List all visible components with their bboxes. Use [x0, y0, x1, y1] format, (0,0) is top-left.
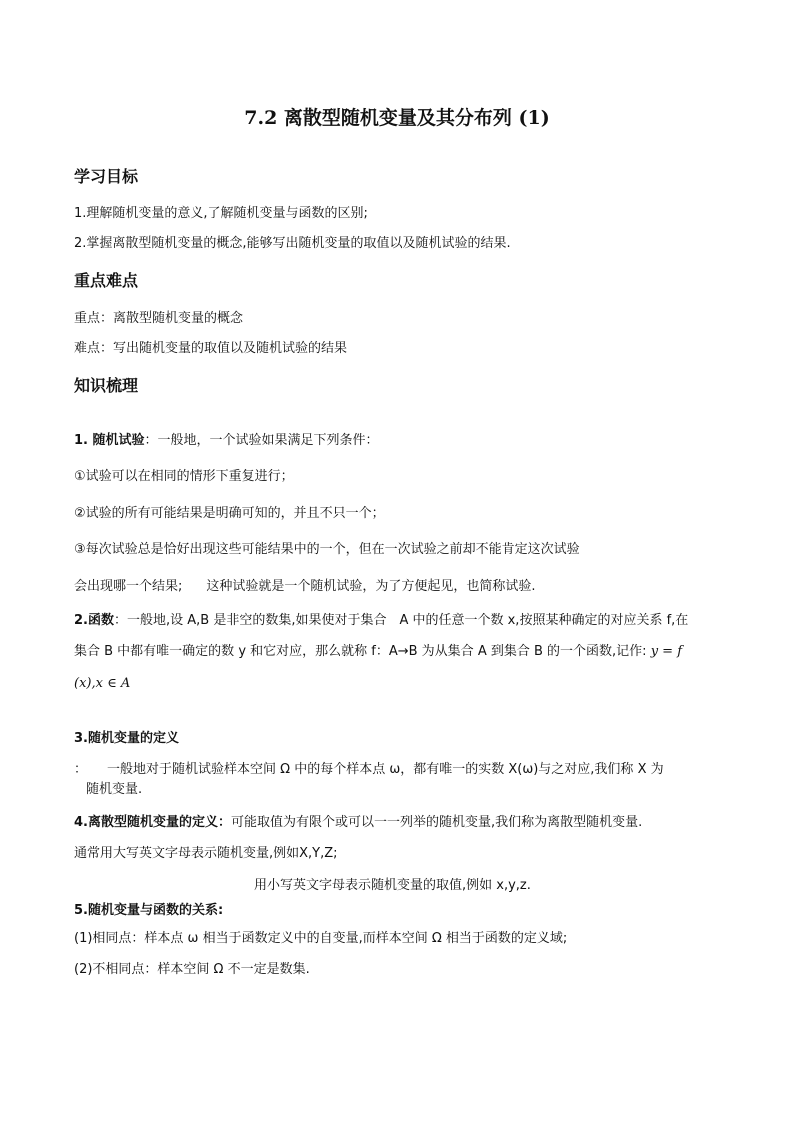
section-heading-key-points: 重点难点: [74, 271, 139, 290]
random-trial-label: 1. 随机试验: [74, 433, 145, 448]
lowercase-notation: 用小写英文字母表示随机变量的取值,例如 x,y,z.: [254, 878, 531, 893]
condition-3: ③每次试验总是恰好出现这些可能结果中的一个，但在一次试验之前却不能肯定这次试验: [74, 542, 580, 557]
discrete-definition-text: 可能取值为有限个或可以一一列举的随机变量,我们称为离散型随机变量.: [230, 815, 643, 830]
relation-different: (2)不相同点：样本空间 Ω 不一定是数集.: [74, 962, 310, 977]
paragraph-function-line-2: [74, 643, 682, 661]
difficult-point-item: 难点：写出随机变量的取值以及随机试验的结果: [74, 341, 348, 356]
condition-2: ②试验的所有可能结果是明确可知的，并且不只一个；: [74, 506, 385, 521]
random-variable-definition-label: 3.随机变量的定义: [74, 731, 179, 746]
definition-text-1: 一般地对于随机试验样本空间 Ω 中的每个样本点 ω，都有唯一的实数 X(ω)与之对应,我们称 X 为: [107, 762, 664, 777]
paragraph-discrete-definition: [74, 814, 642, 832]
key-point-item: 重点：离散型随机变量的概念: [74, 311, 244, 326]
section-heading-knowledge: 知识梳理: [74, 376, 139, 395]
condition-3-continued: [74, 578, 536, 596]
random-variable-definition-line-2: 随机变量.: [86, 782, 143, 797]
relation-label: 5.随机变量与函数的关系:: [74, 903, 224, 918]
function-formula-a: y = f: [650, 644, 683, 659]
uppercase-notation: 通常用大写英文字母表示随机变量,例如X,Y,Z;: [74, 846, 338, 861]
condition-3-cont-a: 会出现哪一个结果;: [74, 579, 183, 594]
random-variable-definition-line-1: [74, 761, 664, 779]
paragraph-function-line-1: [74, 612, 688, 630]
relation-same: (1)相同点：样本点 ω 相当于函数定义中的自变量,而样本空间 Ω 相当于函数的定义域;: [74, 931, 568, 946]
page-title: 7.2 离散型随机变量及其分布列 (1): [244, 107, 550, 129]
paragraph-random-trial: [74, 432, 379, 450]
function-label: 2.函数: [74, 613, 114, 628]
function-formula-b: (x),x ∈ A: [74, 676, 131, 691]
function-text-1: ：一般地,设 A,B 是非空的数集,如果使对于集合 A 中的任意一个数 x,按照某种确定的对应关系 f,在: [113, 613, 689, 628]
definition-colon: ：: [74, 762, 88, 777]
random-trial-text: ：一般地，一个试验如果满足下列条件：: [144, 433, 379, 448]
function-text-2: 集合 B 中都有唯一确定的数 y 和它对应，那么就称 f：A→B 为从集合 A 到集合 B 的一个函数,记作:: [74, 644, 647, 659]
condition-3-cont-b: 这种试验就是一个随机试验，为了方便起见，也简称试验.: [206, 579, 536, 594]
discrete-definition-label: 4.离散型随机变量的定义：: [74, 815, 231, 830]
section-heading-objectives: 学习目标: [74, 167, 139, 186]
objective-item-2: 2.掌握离散型随机变量的概念,能够写出随机变量的取值以及随机试验的结果.: [74, 236, 511, 251]
objective-item-1: 1.理解随机变量的意义,了解随机变量与函数的区别;: [74, 206, 368, 221]
condition-1: ①试验可以在相同的情形下重复进行；: [74, 469, 294, 484]
